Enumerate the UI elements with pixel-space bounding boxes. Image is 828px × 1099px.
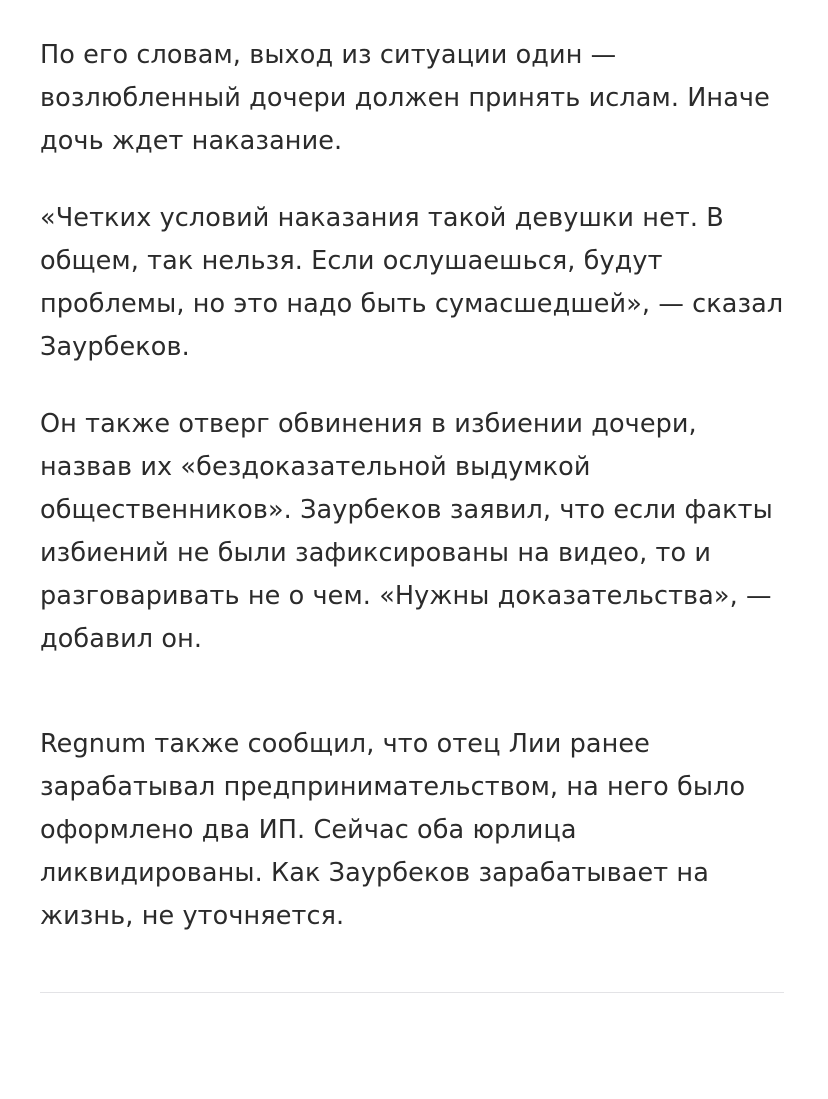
section-divider: [40, 992, 784, 993]
article-paragraph: По его словам, выход из ситуации один — возлюбленный дочери должен принять ислам. Иначе дочь ждет наказание.: [40, 40, 770, 156]
article-paragraph: Он также отверг обвинения в избиении дочери, назвав их «бездоказательной выдумкой общественников». Заурбеков заявил, что если факты избиений не были зафиксированы на видео, то и разговаривать не о чем. «Нужны доказательства», — добавил он.: [40, 409, 773, 654]
article-paragraph: Regnum также сообщил, что отец Лии ранее зарабатывал предпринимательством, на него было оформлено два ИП. Сейчас оба юрлица ликвидированы. Как Заурбеков зарабатывает на жизнь, не уточняется.: [40, 729, 746, 931]
article-paragraph: «Четких условий наказания такой девушки нет. В общем, так нельзя. Если ослушаешься, будут проблемы, но это надо быть сумасшедшей», — сказал Заурбеков.: [40, 203, 784, 362]
section-divider-container: [0, 992, 828, 993]
